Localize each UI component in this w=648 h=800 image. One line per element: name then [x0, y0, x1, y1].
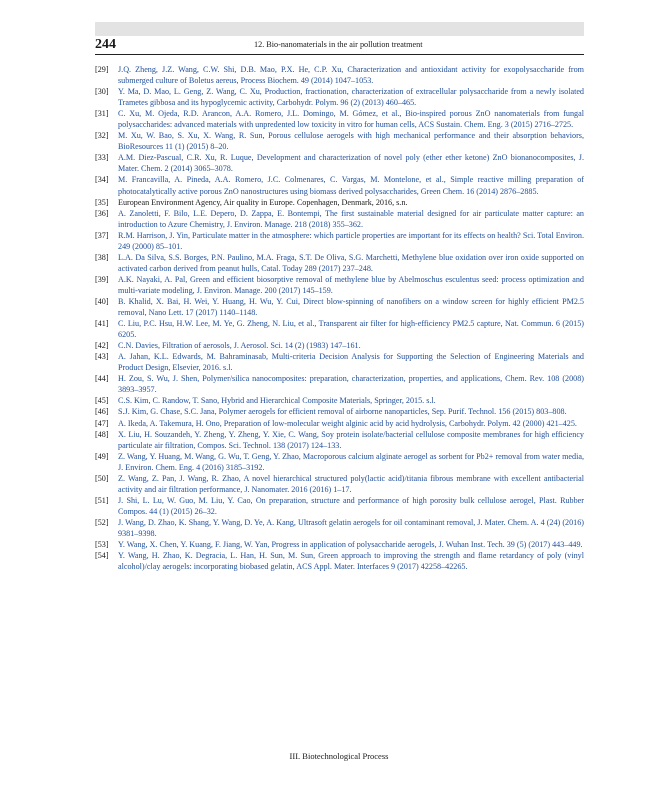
reference-number: [48] [95, 429, 109, 439]
reference-number: [43] [95, 352, 109, 362]
reference-item [95, 429, 584, 451]
page-footer [0, 750, 648, 762]
reference-text: European Environment Agency, Air quality in Europe. Copenhagen, Denmark, 2016, s.n. [118, 197, 408, 207]
reference-link[interactable]: X. Liu, H. Souzandeh, Y. Zheng, Y. Zheng, Y. Xie, C. Wang, Soy protein isolate/bacterial cellulose composite membranes for high efficiency particulate air filtration, Compos. Sci. Technol. 138 (2017) 124–133. [118, 429, 584, 450]
reference-item [95, 197, 584, 208]
header-rule [95, 54, 584, 55]
reference-link[interactable]: A.M. Diez-Pascual, C.R. Xu, R. Luque, Development and characterization of novel poly (ether ether ketone) ZnO bionanocomposites, J. Mater. Chem. 2 (2014) 3065–3078. [118, 153, 584, 174]
reference-list [95, 64, 584, 572]
reference-item [95, 395, 584, 406]
reference-number: [34] [95, 175, 109, 185]
reference-item [95, 451, 584, 473]
reference-number: [52] [95, 517, 109, 527]
reference-link[interactable]: C.N. Davies, Filtration of aerosols, J. Aerosol. Sci. 14 (2) (1983) 147–161. [118, 341, 361, 351]
reference-link[interactable]: B. Khalid, X. Bai, H. Wei, Y. Huang, H. Wu, Y. Cui, Direct blow-spinning of nanofibers on a window screen for highly efficient PM2.5 removal, Nano Lett. 17 (2017) 1140–1148. [118, 296, 584, 318]
reference-item [95, 539, 584, 550]
reference-link[interactable]: C. Xu, M. Ojeda, R.D. Arancon, A.A. Romero, J.L. Domingo, M. Gómez, et al., Bio-inspired porous ZnO nanomaterials from fungal polysaccharides: advanced materials with unpredented low toxicity in vitro for human cells, ACS Sustain. Chem. Eng. 3 (2015) 2716–2725. [118, 109, 584, 130]
reference-number: [54] [95, 551, 109, 561]
reference-link[interactable]: J.Q. Zheng, J.Z. Wang, C.W. Shi, D.B. Mao, P.X. He, C.P. Xu, Characterization and antioxidant activity for exopolysaccharide from submerged culture of Boletus aereus, Process Biochem. 49 (2014) 1047–1053. [118, 65, 584, 86]
reference-link[interactable]: Y. Wang, X. Chen, Y. Kuang, F. Jiang, W. Yan, Progress in application of polysaccharide aerogels, J. Wuhan Inst. Tech. 39 (5) (2017) 443–449. [118, 540, 583, 550]
reference-number: [44] [95, 374, 109, 384]
reference-item [95, 208, 584, 230]
reference-link[interactable]: A.K. Nayaki, A. Pal, Green and efficient biosorptive removal of methylene blue by Abelmoschus esculentus seed: process optimization and multi-variate modeling, J. Environ. Manage. 200 (2017) 145–159. [118, 274, 584, 295]
reference-link[interactable]: A. Jahan, K.L. Edwards, M. Bahraminasab, Multi-criteria Decision Analysis for Supporting the Selection of Engineering Materials and Product Design, Elsevier, 2016. s.l. [118, 352, 584, 373]
reference-item [95, 517, 584, 539]
reference-link[interactable]: M. Xu, W. Bao, S. Xu, X. Wang, R. Sun, Porous cellulose aerogels with high mechanical performance and their absorption behaviors, BioResources 11 (1) (2015) 8–20. [118, 131, 584, 152]
reference-link[interactable]: M. Francavilla, A. Pineda, A.A. Romero, J.C. Colmenares, C. Vargas, M. Montelone, et al., Simple reactive milling preparation of photocatalytically active porous ZnO nanostructures using biomass derived polysaccharides, Green Chem. 16 (2014) 2876–2885. [118, 175, 584, 196]
reference-item [95, 274, 584, 296]
reference-item [95, 418, 584, 429]
reference-number: [49] [95, 451, 109, 461]
reference-item [95, 373, 584, 395]
reference-link[interactable]: C. Liu, P.C. Hsu, H.W. Lee, M. Ye, G. Zheng, N. Liu, et al., Transparent air filter for high-efficiency PM2.5 capture, Nat. Commun. 6 (2015) 6205. [118, 319, 584, 340]
reference-number: [51] [95, 495, 109, 505]
reference-item [95, 174, 584, 196]
reference-item [95, 318, 584, 340]
reference-link[interactable]: A. Zanoletti, F. Bilo, L.E. Depero, D. Zappa, E. Bontempi, The first sustainable material designed for air particulate matter capture: an introduction to Azure Chemistry, J. Environ. Manage. 218 (2018) 355–362. [118, 208, 584, 229]
reference-number: [29] [95, 65, 109, 74]
reference-item [95, 108, 584, 130]
reference-number: [38] [95, 252, 109, 262]
reference-item [95, 86, 584, 108]
reference-link[interactable]: R.M. Harrison, J. Yin, Particulate matter in the atmosphere: which particle properties are important for its effects on health? Sci. Total Environ. 249 (2000) 85–101. [118, 230, 584, 251]
reference-number: [53] [95, 540, 109, 550]
reference-item [95, 296, 584, 318]
reference-link[interactable]: Z. Wang, Y. Huang, M. Wang, G. Wu, T. Geng, Y. Zhao, Macroporous calcium alginate aerogel as sorbent for Pb2+ removal from water media, J. Environ. Chem. Eng. 4 (2016) 3185–3192. [118, 451, 584, 472]
reference-link[interactable]: Y. Wang, H. Zhao, K. Degracia, L. Han, H. Sun, M. Sun, Green approach to improving the strength and flame retardancy of poly (vinyl alcohol)/clay aerogels: incorporating biobased gelatin, ACS Appl. Mater. Interfaces 9 (2017) 42258–42265. [118, 551, 584, 572]
reference-number: [30] [95, 87, 109, 97]
reference-item [95, 340, 584, 351]
reference-number: [47] [95, 418, 109, 428]
reference-number: [42] [95, 341, 109, 351]
reference-item [95, 230, 584, 252]
reference-link[interactable]: L.A. Da Silva, S.S. Borges, P.N. Paulino, M.A. Fraga, S.T. De Oliva, S.G. Marchetti, Methylene blue oxidation over iron oxide supported on activated carbon derived from peanut hulls, Catal. Today 289 (2017) 237–248. [118, 252, 584, 273]
reference-number: [32] [95, 131, 109, 141]
reference-link[interactable]: J. Wang, D. Zhao, K. Shang, Y. Wang, D. Ye, A. Kang, Ultrasoft gelatin aerogels for oil contaminant removal, J. Mater. Chem. A. 4 (24) (2016) 9381–9398. [118, 517, 584, 538]
footer-section: III. Biotechnological Process [289, 751, 389, 761]
reference-item [95, 130, 584, 152]
reference-number: [45] [95, 396, 109, 406]
reference-number: [46] [95, 407, 109, 417]
reference-number: [39] [95, 274, 109, 284]
reference-item [95, 406, 584, 417]
reference-item [95, 351, 584, 373]
reference-number: [37] [95, 230, 109, 240]
reference-number: [41] [95, 319, 109, 329]
reference-number: [50] [95, 473, 109, 483]
page-number: 244 [95, 37, 116, 52]
reference-link[interactable]: J. Shi, L. Lu, W. Guo, M. Liu, Y. Cao, On preparation, structure and performance of high porosity bulk cellulose aerogel, Plast. Rubber Compos. 44 (1) (2015) 26–32. [118, 495, 584, 516]
header-bar [95, 22, 584, 36]
reference-item [95, 550, 584, 572]
reference-link[interactable]: C.S. Kim, C. Randow, T. Sano, Hybrid and Hierarchical Composite Materials, Springer, 2015. s.l. [118, 396, 436, 406]
reference-item [95, 64, 584, 86]
reference-link[interactable]: S.J. Kim, G. Chase, S.C. Jana, Polymer aerogels for efficient removal of airborne nanoparticles, Sep. Purif. Technol. 156 (2015) 803–808. [118, 407, 567, 417]
reference-item [95, 495, 584, 517]
reference-number: [35] [95, 197, 109, 207]
reference-number: [33] [95, 153, 109, 163]
running-head: 12. Bio-nanomaterials in the air pollution treatment [254, 40, 423, 49]
reference-link[interactable]: Z. Wang, Z. Pan, J. Wang, R. Zhao, A novel hierarchical structured poly(lactic acid)/titania fibrous membrane with excellent antibacterial activity and air filtration performance, J. Nanomater. 2016 (2016) 1–17. [118, 473, 584, 494]
reference-link[interactable]: A. Ikeda, A. Takemura, H. Ono, Preparation of low-molecular weight alginic acid by acid hydrolysis, Carbohydr. Polym. 42 (2000) 421–425. [118, 418, 577, 428]
reference-item [95, 473, 584, 495]
reference-link[interactable]: Y. Ma, D. Mao, L. Geng, Z. Wang, C. Xu, Production, fractionation, characterization of extracellular polysaccharide from a newly isolated Trametes gibbosa and its hypoglycemic activity, Carbohydr. Polym. 96 (2) (2013) 460–465. [118, 87, 584, 108]
reference-number: [40] [95, 296, 109, 306]
reference-item [95, 252, 584, 274]
reference-number: [31] [95, 109, 109, 119]
reference-link[interactable]: H. Zou, S. Wu, J. Shen, Polymer/silica nanocomposites: preparation, characterization, properties, and applications, Chem. Rev. 108 (2008) 3893–3957. [118, 374, 584, 395]
reference-number: [36] [95, 208, 109, 218]
reference-item [95, 152, 584, 174]
